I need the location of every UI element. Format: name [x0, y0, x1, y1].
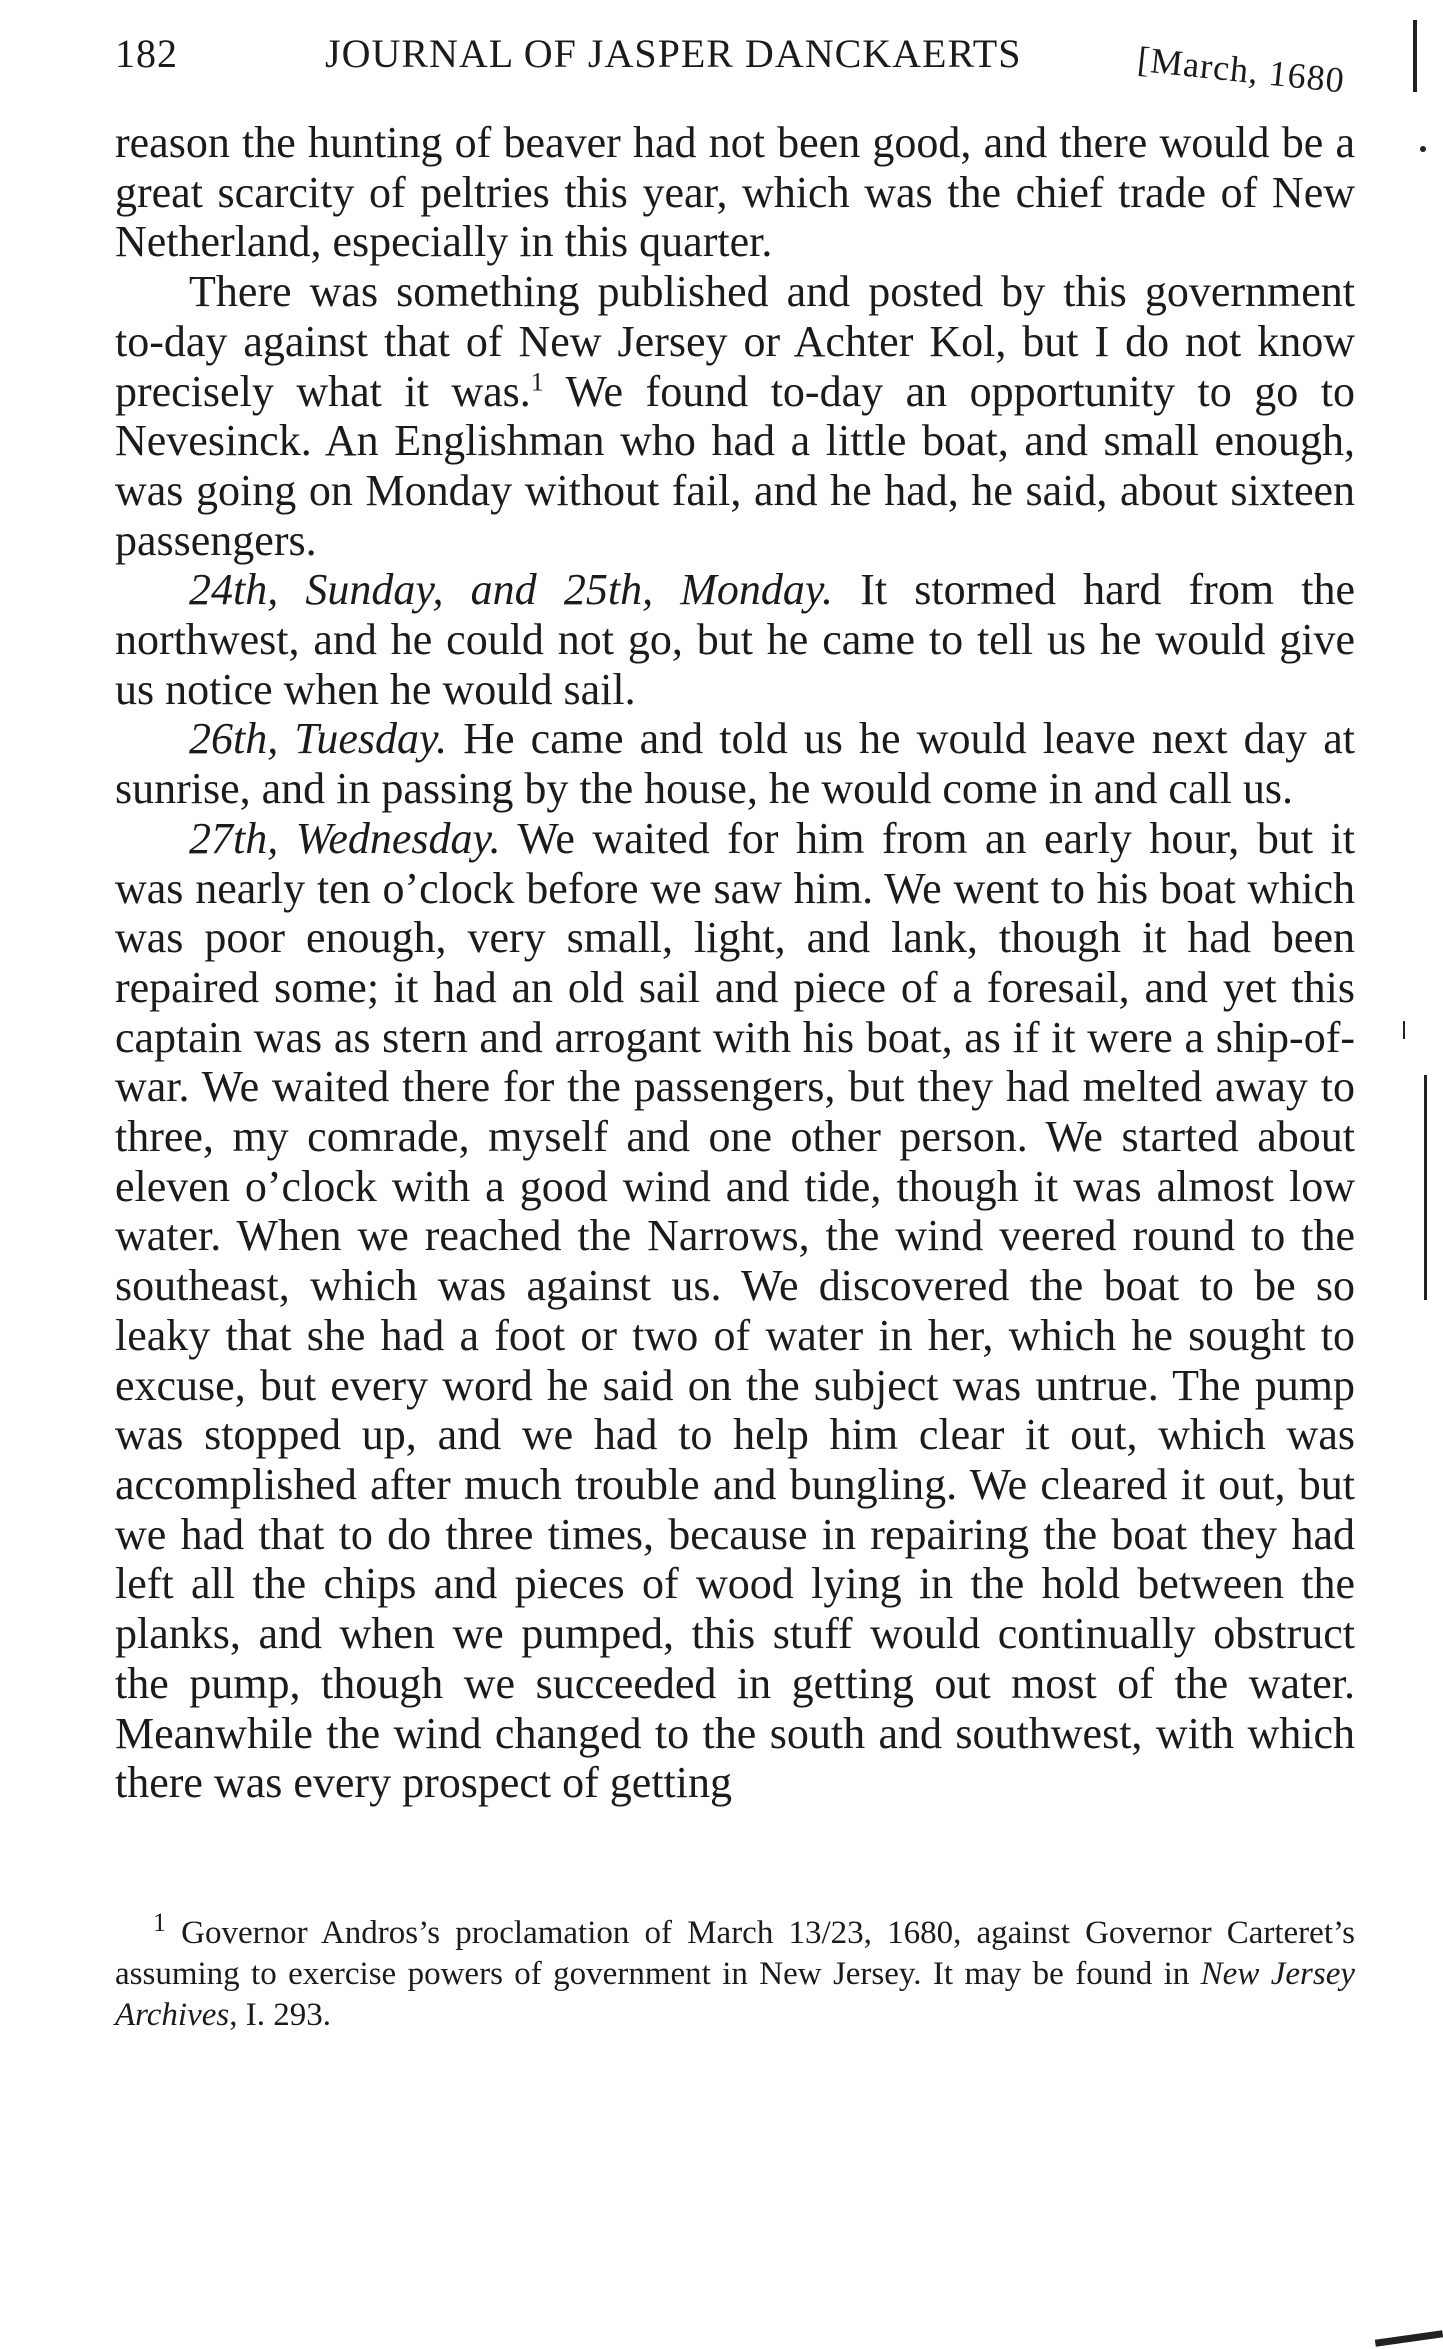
paragraph-1-text: reason the hunting of beaver had not been good, and there would be a great scarcity of peltries this year, which was the chief trade of New Netherland, especially in this quarter. — [115, 118, 1355, 267]
footnote-source-title: New Jersey Archives — [115, 1956, 1355, 2033]
scan-edge-mark-middle — [1424, 1075, 1427, 1300]
scan-edge-mark-tick — [1403, 1021, 1405, 1039]
paragraph-5-date: 27th, Wednesday. — [189, 813, 501, 863]
paragraph-5-text: We waited for him from an early hour, but it was nearly ten o’clock before we saw him. We went to his boat which was poor enough, very small, light, and lank, though it had been repaired some; it had an old sail and piece of a foresail, and yet this captain was as stern and arrogant with his boat, as if it were a ship-of-war. We waited there for the passengers, but they had melted away to three, my comrade, myself and one other person. We started about eleven o’clock with a good wind and tide, though it was almost low water. When we reached the Narrows, the wind veered round to the southeast, which was against us. We discovered the boat to be so leaky that she had a foot or two of water in her, which he sought to excuse, but every word he said on the subject was untrue. The pump was stopped up, and we had to help him clear it out, which was accomplished after much trouble and bungling. We cleared it out, but we had that to do three times, because in repairing the boat they had left all the chips and pieces of wood lying in the hold between the planks, and when we pumped, this stuff would continually obstruct the pump, though we succeeded in getting out most of the water. Meanwhile the wind changed to the south and southwest, with which there was every prospect of getting — [115, 813, 1355, 1808]
footnote-reference: 1 — [530, 366, 544, 396]
page-number: 182 — [115, 31, 178, 76]
scan-edge-mark-dot — [1420, 146, 1426, 152]
header-date: [March, 1680 — [1135, 38, 1347, 101]
journal-text — [115, 118, 1355, 1808]
paragraph-2 — [115, 267, 1355, 565]
paragraph-2-text-after-note: We found to-day an opportunity to go to Nevesinck. An Englishman who had a little boat, and small enough, was going on Monday without fail, and he had, he said, about sixteen passengers. — [115, 366, 1355, 565]
footnote-source-reference: , I. 293. — [229, 1997, 331, 2033]
footnote-marker: 1 — [153, 1908, 166, 1937]
paragraph-4 — [115, 714, 1355, 813]
scan-edge-mark-bottom — [1375, 2330, 1443, 2346]
scan-edge-mark-top — [1413, 20, 1417, 92]
paragraph-4-text: He came and told us he would leave next day at sunrise, and in passing by the house, he would come in and call us. — [115, 714, 1355, 814]
footnote-text: Governor Andros’s proclamation of March 13/23, 1680, against Governor Carteret’s assuming to exercise powers of government in New Jersey. It may be found in — [115, 1915, 1355, 1992]
paragraph-2-text-before-note: There was something published and posted by this government to-day against that of New Jersey or Achter Kol, but I do not know precisely what it was. — [115, 267, 1355, 416]
paragraph-3-date: 24th, Sunday, and 25th, Monday. — [189, 565, 834, 615]
paragraph-1 — [115, 118, 1355, 267]
footnote-paragraph — [115, 1908, 1355, 2036]
page-header — [115, 30, 1355, 101]
paragraph-3 — [115, 565, 1355, 714]
paragraph-3-text: It stormed hard from the northwest, and he could not go, but he came to tell us he would give us notice when he would sail. — [115, 565, 1355, 714]
running-head: JOURNAL OF JASPER DANCKAERTS — [325, 31, 1022, 76]
paragraph-4-date: 26th, Tuesday. — [189, 714, 448, 764]
footnote — [115, 1908, 1355, 2036]
paragraph-5 — [115, 814, 1355, 1808]
